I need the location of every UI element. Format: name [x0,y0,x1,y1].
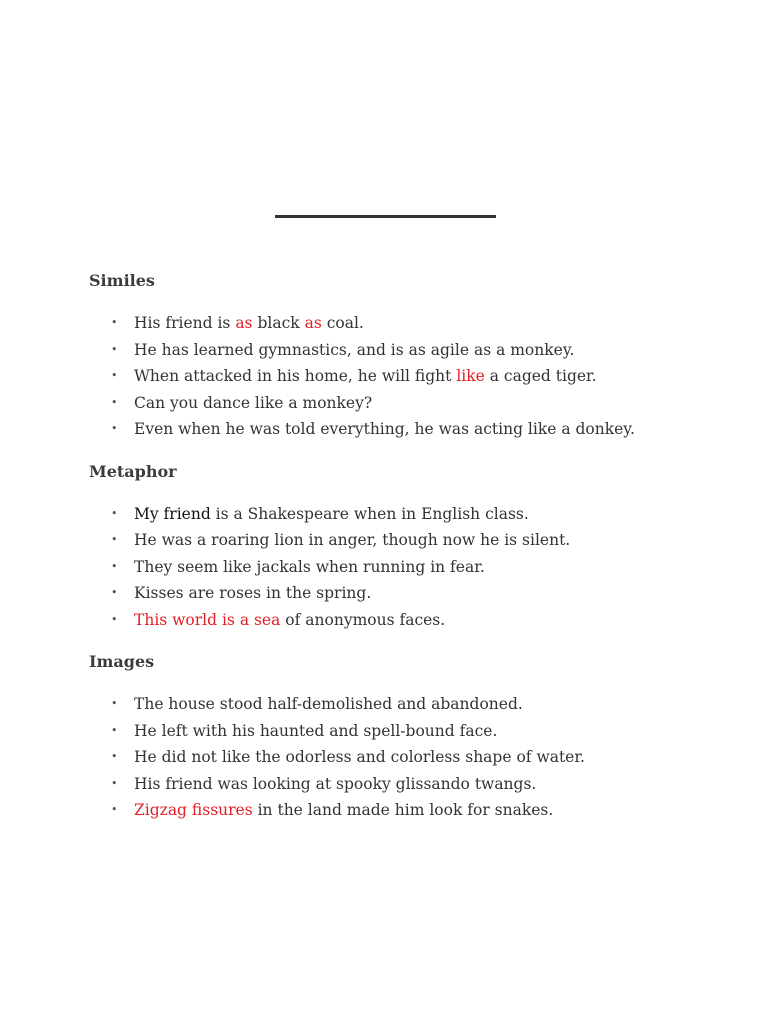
list-item [89,580,729,607]
list-item [89,363,729,390]
item-text: He has learned gymnastics, and is as agile as a monkey. [134,340,575,359]
list-item [89,310,729,337]
section-heading-metaphor: Metaphor [89,461,177,481]
highlighted-text: like [456,367,485,385]
item-text: His friend is [134,314,236,332]
title-underline-rule [275,215,496,218]
section-heading-similes: Similes [89,271,155,290]
item-text: black [252,314,305,332]
item-text: He did not like the odorless and colorless shape of water. [134,748,585,766]
list-item [89,744,729,771]
item-text: When attacked in his home, he will fight [134,367,457,385]
similes-list [89,310,729,443]
bullet-icon: • [111,533,118,546]
bullet-icon: • [111,697,118,710]
bullet-icon: • [111,776,118,790]
highlighted-text: This world is a sea [134,610,281,629]
item-text: He left with his haunted and spell-bound face. [134,721,498,740]
item-text: The house stood half-demolished and abandoned. [134,695,523,713]
list-item [89,797,729,824]
list-item [89,771,729,798]
item-text: coal. [321,314,364,332]
item-text: in the land made him look for snakes. [252,801,554,819]
bullet-icon: • [111,422,118,435]
bullet-icon: • [111,395,118,409]
highlighted-text: as [304,314,322,332]
metaphor-list [89,501,729,634]
bullet-icon: • [111,506,118,520]
bullet-icon: • [111,369,118,382]
list-item [89,607,729,634]
item-text: a caged tiger. [484,367,597,385]
list-item [89,718,729,745]
bullet-icon: • [111,342,118,356]
list-item [89,337,729,364]
item-text: is a Shakespeare when in English class. [210,504,529,523]
section-heading-images: Images [89,652,155,671]
item-text: Even when he was told everything, he was acting like a donkey. [134,420,635,438]
highlighted-text: as [235,314,253,332]
document-body [89,268,729,840]
bullet-icon: • [111,612,118,626]
bullet-icon: • [111,723,118,737]
bullet-icon: • [111,316,118,329]
list-item [89,554,729,581]
bullet-icon: • [111,586,118,599]
highlighted-text: Zigzag fissures [134,801,253,819]
item-text: Can you dance like a monkey? [134,393,373,412]
list-item [89,416,729,443]
list-item [89,501,729,528]
item-text: My friend [134,504,211,523]
item-text: He was a roaring lion in anger, though now he is silent. [134,531,571,549]
item-text: Kisses are roses in the spring. [134,584,372,602]
item-text: His friend was looking at spooky glissando twangs. [134,774,537,793]
item-text: They seem like jackals when running in fear. [134,557,485,576]
bullet-icon: • [111,803,118,816]
list-item [89,691,729,718]
list-item [89,527,729,554]
bullet-icon: • [111,750,118,763]
images-list [89,691,729,824]
bullet-icon: • [111,559,118,573]
list-item [89,390,729,417]
item-text: of anonymous faces. [280,610,446,629]
